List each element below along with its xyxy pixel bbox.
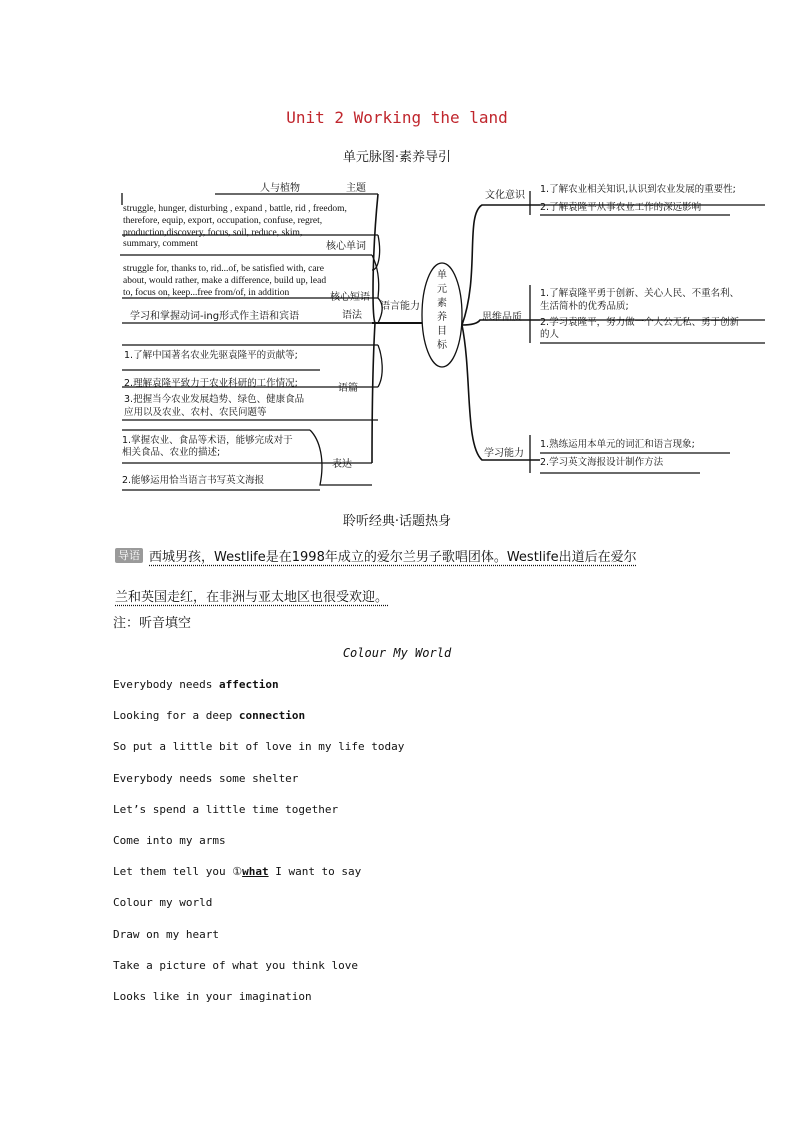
phrase-label: 核心短语 <box>330 292 370 303</box>
lyric-line: Everybody needs some shelter <box>113 771 299 785</box>
section-heading-listening: 聆听经典·话题热身 <box>342 514 452 529</box>
learning-label: 学习能力 <box>484 448 524 459</box>
text-item-3: 3.把握当今农业发展趋势、绿色、健康食品 <box>124 394 305 405</box>
lyric-line: Let’s spend a little time together <box>113 802 339 816</box>
phrase-line-2: about, would rather, make a difference, build up, lead <box>123 276 327 286</box>
vocab-line-3: production,discovery, focus, soil, reduce, skim, <box>123 228 303 238</box>
center-char-6: 标 <box>437 340 447 351</box>
thinking-item-4: 的人 <box>540 329 560 340</box>
text-item-2: 2.理解袁隆平致力于农业科研的工作情况; <box>124 378 298 389</box>
express-item-1: 1.掌握农业、食品等术语，能够完成对于 <box>122 435 293 446</box>
culture-item-1: 1.了解农业相关知识,认识到农业发展的重要性; <box>540 184 736 195</box>
vocab-line-2: therefore, equip, export, occupation, confuse, regret, <box>123 216 323 226</box>
lyric-line: Everybody needs affection <box>113 678 279 691</box>
intro-line-2: 兰和英国走红，在非洲与亚太地区也很受欢迎。 <box>115 590 389 605</box>
phrase-line-3: to, focus on, keep...free from/of, in addition <box>123 288 290 298</box>
intro-paragraph <box>115 538 695 618</box>
express-item-2: 相关食品、农业的描述; <box>122 447 221 458</box>
text-item-1: 1.了解中国著名农业先驱袁隆平的贡献等; <box>124 350 298 361</box>
lyric-line: Looking for a deep connection <box>113 709 306 723</box>
grammar-label: 语法 <box>342 310 362 321</box>
lyric-line: Let them tell you ①what I want to say <box>113 865 362 879</box>
topic-value: 人与植物 <box>260 183 300 194</box>
section-heading-mindmap: 单元脉图·素养导引 <box>342 150 452 165</box>
lyric-line: Colour my world <box>113 896 213 910</box>
lyrics <box>113 676 404 1019</box>
phrase-line-1: struggle for, thanks to, rid...of, be satisfied with, care <box>123 264 324 274</box>
express-label: 表达 <box>332 459 352 470</box>
language-ability-label: 语言能力 <box>380 301 420 312</box>
culture-label: 文化意识 <box>485 190 525 201</box>
thinking-item-1: 1.了解袁隆平勇于创新、关心人民、不重名利、 <box>540 288 740 299</box>
blank-answer: what <box>242 865 269 879</box>
intro-tag: 导语 <box>115 548 143 563</box>
grammar-text: 学习和掌握动词-ing形式作主语和宾语 <box>130 311 300 322</box>
express-item-3: 2.能够运用恰当语言书写英文海报 <box>122 475 265 486</box>
vocab-line-1: struggle, hunger, disturbing , expand , battle, rid , freedom, <box>123 204 347 214</box>
thinking-item-2: 生活简朴的优秀品质; <box>540 301 629 312</box>
lyric-line: Come into my arms <box>113 833 226 847</box>
learning-item-1: 1.熟练运用本单元的词汇和语言现象; <box>540 439 695 450</box>
intro-line-1: 导语 西城男孩，Westlife是在1998年成立的爱尔兰男子歌唱团体。Westlife出道后在爱尔 <box>115 538 695 578</box>
text-item-4: 应用以及农业、农村、农民问题等 <box>124 407 267 418</box>
song-title: Colour My World <box>342 646 452 660</box>
lyric-line: Take a picture of what you think love <box>113 958 359 972</box>
text-label: 语篇 <box>338 383 358 394</box>
center-char-3: 素 <box>437 298 447 309</box>
learning-item-2: 2.学习英文海报设计制作方法 <box>540 457 664 468</box>
thinking-item-3: 2.学习袁隆平，努力做一个大公无私、勇于创新 <box>540 317 740 328</box>
topic-label: 主题 <box>346 183 366 194</box>
note: 注：听音填空 <box>113 616 192 631</box>
vocab-line-4: summary, comment <box>123 239 198 249</box>
lyric-line: So put a little bit of love in my life today <box>113 740 405 754</box>
lyric-line: Draw on my heart <box>113 927 219 941</box>
culture-item-2: 2.了解袁隆平从事农业工作的深远影响 <box>540 202 702 213</box>
lyric-line: Looks like in your imagination <box>113 989 312 1003</box>
vocab-label: 核心单词 <box>326 241 366 252</box>
thinking-label: 思维品质 <box>482 312 522 323</box>
page-title: Unit 2 Working the land <box>286 108 508 127</box>
mind-map <box>110 175 770 495</box>
center-char-4: 养 <box>437 312 447 323</box>
center-char-1: 单 <box>437 270 447 281</box>
center-char-5: 目 <box>437 326 447 337</box>
center-char-2: 元 <box>437 284 447 295</box>
